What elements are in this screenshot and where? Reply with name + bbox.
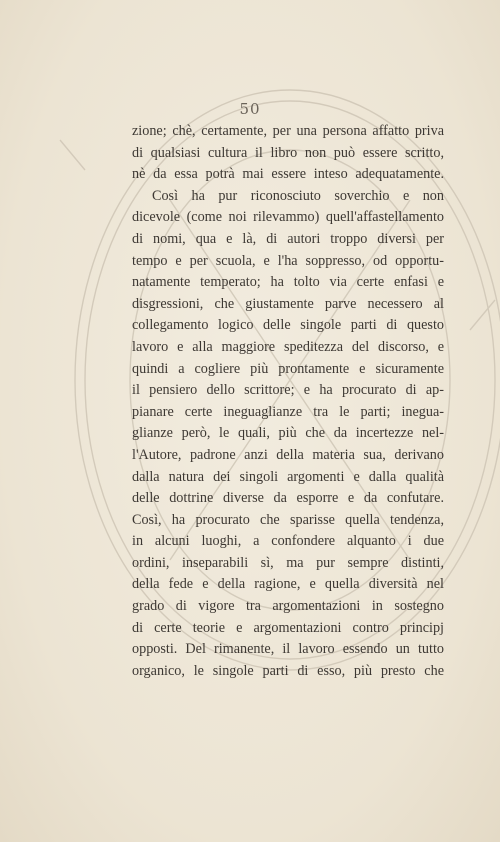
text-line: natamente temperato; ha tolto via certe enfasi e <box>132 274 444 291</box>
text-line: grado di vigore tra argomentazioni in sostegno <box>132 598 444 615</box>
body-text <box>132 121 444 682</box>
text-line: ordini, inseparabili sì, ma pur sempre distinti, <box>132 554 444 571</box>
text-line: disgressioni, che giustamente parve necessero al <box>132 295 444 312</box>
text-line: pianare certe ineguaglianze tra le parti; inegua- <box>132 403 444 420</box>
text-line: delle dottrine diverse da esporre e da confutare. <box>132 490 444 507</box>
text-line: il pensiero dello scrittore; e ha procurato di ap- <box>132 382 444 399</box>
text-line: tempo e per scuola, e l'ha soppresso, od opportu- <box>132 252 444 269</box>
text-line: l'Autore, padrone anzi della materia sua, derivano <box>132 446 444 463</box>
text-line: di certe teorie e argomentazioni contro principj <box>132 619 444 636</box>
text-line: zione; chè, certamente, per una persona affatto priva <box>132 123 444 139</box>
text-line: Così, ha procurato che sparisse quella tendenza, <box>132 511 444 528</box>
text-line: opposti. Del rimanente, il lavoro essendo un tutto <box>132 641 444 658</box>
text-line: organico, le singole parti di esso, più presto che <box>132 662 444 679</box>
text-line: nè da essa potrà mai essere inteso adequatamente. <box>132 166 444 183</box>
text-line: lavoro e alla maggiore speditezza del discorso, e <box>132 338 444 355</box>
page-number: 50 <box>239 100 261 118</box>
text-line: dicevole (come noi rilevammo) quell'affastellamento <box>132 209 444 226</box>
text-line: in alcuni luoghi, a confondere alquanto i due <box>132 533 444 550</box>
text-line: di qualsiasi cultura il libro non può essere scritto, <box>132 144 444 161</box>
text-line: quindi a cogliere più prontamente e sicuramente <box>132 360 444 377</box>
text-line: dalla natura dei singoli argomenti e dalla qualità <box>132 468 444 485</box>
text-line: collegamento logico delle singole parti di questo <box>132 317 444 334</box>
text-line: della fede e della ragione, e quella diversità nel <box>132 576 444 593</box>
text-line: glianze però, le quali, più che da incertezze nel- <box>132 425 444 442</box>
text-line: di nomi, qua e là, di autori troppo diversi per <box>132 230 444 247</box>
text-line: Così ha pur riconosciuto soverchio e non <box>152 187 444 204</box>
